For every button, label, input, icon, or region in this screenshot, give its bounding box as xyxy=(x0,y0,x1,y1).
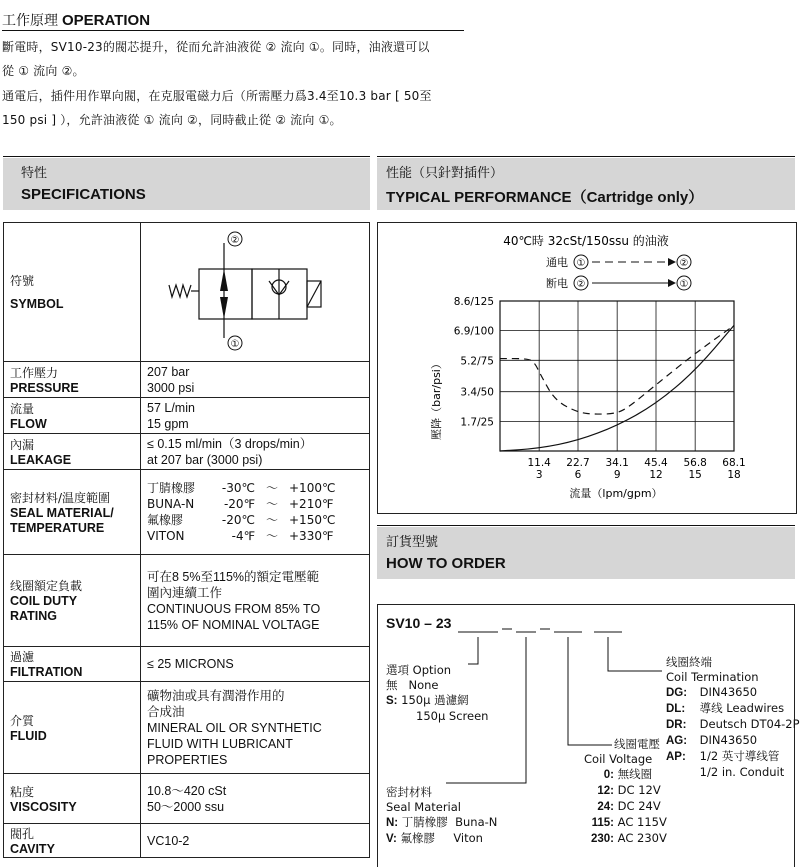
option-title-en: Option xyxy=(412,663,452,677)
performance-chart-box xyxy=(377,222,797,514)
pressure-bar: 207 bar xyxy=(147,364,190,379)
valve-symbol xyxy=(141,223,369,358)
x-tick-label-gpm: 12 xyxy=(649,469,663,481)
flow-label-en: FLOW xyxy=(10,416,47,431)
option-none-cn: 無 xyxy=(386,678,398,692)
valve-envelope-left xyxy=(199,269,252,319)
option-s-en: 150μ Screen xyxy=(416,709,489,723)
operation-title xyxy=(2,10,150,30)
option-s-code: S: xyxy=(386,695,398,707)
pressure-psi: 3000 psi xyxy=(147,380,195,395)
x-tick-label-gpm: 15 xyxy=(688,469,702,481)
chart-ylabel: 壓降（bar/psi） xyxy=(430,358,443,440)
x-tick-label: 22.7 xyxy=(566,457,590,469)
leakage-value-2: at 207 bar (3000 psi) xyxy=(147,452,263,467)
coil-voltage-title-cn: 线圈電壓 xyxy=(614,737,660,751)
flow-gpm: 15 gpm xyxy=(147,416,189,431)
port-1-label: ① xyxy=(230,339,240,350)
seal-row: 氟橡膠 -20℃ ～ +150℃ xyxy=(147,513,336,527)
coil-voltage-item: 12: DC 12V xyxy=(597,783,661,797)
legend-on-to: ② xyxy=(679,258,689,269)
x-tick-label: 56.8 xyxy=(683,457,707,469)
seal-title-cn: 密封材料 xyxy=(386,785,432,799)
chart-xlabel: 流量（lpm/gpm） xyxy=(569,487,663,500)
seal-title-en: Seal Material xyxy=(386,800,461,814)
viscosity-cst: 10.8～420 cSt xyxy=(147,783,227,798)
seal-row: VITON -4℉ ～ +330℉ xyxy=(147,529,334,543)
leakage-label-cn: 內漏 xyxy=(10,437,35,452)
spec-row-symbol xyxy=(4,223,370,362)
coil-termination-item: DG: DIN43650 xyxy=(666,685,758,699)
fluid-value-1: 礦物油或具有潤滑作用的 xyxy=(147,688,285,703)
fluid-value-4: FLUID WITH LUBRICANT xyxy=(147,736,293,751)
seal-label-cn: 密封材料/温度範圍 xyxy=(10,490,111,505)
flow-label-cn: 流量 xyxy=(10,401,35,416)
cavity-label-en: CAVITY xyxy=(10,841,55,856)
spec-row-fluid xyxy=(4,682,370,774)
spring-icon xyxy=(169,285,191,297)
coil-value-4: 115% OF NOMINAL VOLTAGE xyxy=(147,617,320,632)
leakage-value-1: ≤ 0.15 ml/min（3 drops/min） xyxy=(147,436,313,451)
fluid-value-3: MINERAL OIL OR SYNTHETIC xyxy=(147,720,322,735)
fluid-value-2: 合成油 xyxy=(147,704,185,719)
spec-header-rule xyxy=(3,156,370,157)
flow-arrow-up-icon xyxy=(220,269,228,291)
seal-item: N: 丁腈橡膠 Buna-N xyxy=(386,815,498,829)
seal-row: 丁腈橡膠 -30℃ ～ +100℃ xyxy=(147,481,336,495)
spec-header-cn: 特性 xyxy=(21,166,48,181)
y-tick-label: 8.6/125 xyxy=(453,296,494,308)
filtration-label-en: FILTRATION xyxy=(10,665,83,679)
performance-chart xyxy=(378,223,796,513)
order-header xyxy=(377,527,795,579)
coil-value-1: 可在8 5%至115%的額定電壓範 xyxy=(147,569,320,584)
spec-row-viscosity xyxy=(4,774,370,824)
chart-title: 40℃時 32cSt/150ssu 的油液 xyxy=(503,234,669,248)
viscosity-label-en: VISCOSITY xyxy=(10,799,77,814)
spec-row-filtration xyxy=(4,647,370,682)
legend-arrow-icon xyxy=(668,258,676,266)
leakage-label-en: LEAKAGE xyxy=(10,452,72,467)
order-header-cn: 訂貨型號 xyxy=(386,535,439,550)
perf-header xyxy=(377,158,795,210)
viscosity-label-cn: 粘度 xyxy=(10,784,35,799)
cavity-label-cn: 閥孔 xyxy=(10,826,35,841)
x-tick-label-gpm: 9 xyxy=(613,469,621,481)
symbol-label-en: SYMBOL xyxy=(10,297,64,311)
operation-line-3: 通電后，插件用作單向閥，在克服電磁力后（所需壓力爲3.4至10.3 bar [ 50至 xyxy=(2,89,432,103)
coil-label-en-2: RATING xyxy=(10,609,57,623)
perf-header-cn: 性能（只針對插件） xyxy=(386,166,504,181)
perf-header-rule xyxy=(377,156,795,157)
coil-label-en-1: COIL DUTY xyxy=(10,594,78,608)
legend-label-on: 通电 xyxy=(546,256,568,269)
symbol-cell xyxy=(141,223,370,362)
seal-label-en-1: SEAL MATERIAL/ xyxy=(10,505,114,520)
seal-item: V: 氟橡膠 Viton xyxy=(386,831,483,845)
coil-voltage-item: 115: AC 115V xyxy=(591,815,667,829)
spec-row-seal xyxy=(4,470,370,555)
coil-voltage-item: 230: AC 230V xyxy=(590,831,667,845)
operation-line-4: 150 psi ] ），允許油液從 ① 流向 ②，同時截止從 ② 流向 ①。 xyxy=(2,113,342,127)
coil-termination-item: DL: 導线 Leadwires xyxy=(666,701,785,715)
x-tick-label: 34.1 xyxy=(605,457,629,469)
pressure-label-cn: 工作壓力 xyxy=(10,365,59,380)
coil-termination-title-cn: 线圈終端 xyxy=(666,655,712,669)
coil-value-2: 圍內連續工作 xyxy=(147,585,223,600)
x-tick-label: 11.4 xyxy=(527,457,551,469)
filtration-value: ≤ 25 MICRONS xyxy=(147,657,234,671)
flow-lmin: 57 L/min xyxy=(147,400,195,415)
option-s-cn: 150μ 過濾網 xyxy=(401,693,469,707)
coil-value-3: CONTINUOUS FROM 85% TO xyxy=(147,601,321,616)
option-block xyxy=(386,663,488,724)
option-title-cn: 選項 xyxy=(386,663,409,677)
coil-termination-block xyxy=(666,655,800,780)
coil-termination-item: AP: 1/2 英寸導线管 xyxy=(666,749,780,763)
legend-off-from: ② xyxy=(576,279,586,290)
x-tick-label: 45.4 xyxy=(644,457,668,469)
operation-title-en: OPERATION xyxy=(62,12,151,29)
fluid-label-en: FLUID xyxy=(10,728,47,743)
order-header-rule xyxy=(377,525,795,526)
cavity-value: VC10-2 xyxy=(147,833,190,848)
spec-row-pressure xyxy=(4,362,370,398)
y-tick-label: 5.2/75 xyxy=(460,355,494,368)
spec-row-coil xyxy=(4,555,370,647)
seal-values xyxy=(141,470,370,555)
coil-termination-item: 1/2 in. Conduit xyxy=(699,765,785,779)
spec-header-en: SPECIFICATIONS xyxy=(21,186,146,203)
x-tick-label-gpm: 18 xyxy=(727,469,741,481)
spec-row-leakage xyxy=(4,434,370,470)
y-tick-label: 6.9/100 xyxy=(453,325,494,338)
spec-table xyxy=(3,222,370,858)
order-box xyxy=(377,604,800,867)
pressure-label-en: PRESSURE xyxy=(10,380,79,395)
symbol-label xyxy=(4,223,141,362)
fluid-label-cn: 介質 xyxy=(10,713,35,728)
seal-block xyxy=(386,785,497,847)
spec-row-flow xyxy=(4,398,370,434)
legend-on-from: ① xyxy=(576,258,586,269)
order-code: SV10 – 23 xyxy=(386,615,452,631)
option-none-en: None xyxy=(408,678,439,692)
coil-voltage-title-en: Coil Voltage xyxy=(584,752,653,766)
coil-termination-title-en: Coil Termination xyxy=(666,670,759,684)
x-tick-label: 68.1 xyxy=(722,457,746,469)
y-tick-label: 1.7/25 xyxy=(460,416,494,429)
x-tick-label-gpm: 3 xyxy=(535,469,543,481)
flow-arrow-down-icon xyxy=(220,297,228,319)
filtration-label-cn: 過濾 xyxy=(10,650,35,664)
coil-termination-item: AG: DIN43650 xyxy=(666,733,758,747)
coil-label-cn: 线圈額定負載 xyxy=(10,579,83,593)
operation-title-cn: 工作原理 xyxy=(2,13,58,29)
y-tick-label: 3.4/50 xyxy=(460,386,494,399)
coil-termination-item: DR: Deutsch DT04-2P xyxy=(666,717,800,731)
coil-voltage-item: 24: DC 24V xyxy=(597,799,661,813)
spec-header xyxy=(3,158,370,210)
order-header-en: HOW TO ORDER xyxy=(386,555,506,572)
fluid-value-5: PROPERTIES xyxy=(147,752,228,767)
viscosity-ssu: 50～2000 ssu xyxy=(147,799,225,814)
symbol-label-cn: 符號 xyxy=(10,274,35,288)
coil-voltage-block xyxy=(584,737,667,847)
legend-off-to: ① xyxy=(679,279,689,290)
operation-line-2: 從 ① 流向 ②。 xyxy=(2,64,85,78)
spec-row-cavity xyxy=(4,824,370,858)
operation-rule xyxy=(2,30,464,31)
seal-label-en-2: TEMPERATURE xyxy=(10,520,105,535)
coil-voltage-item: 0: 無线圈 xyxy=(603,767,653,781)
solenoid-diagonal xyxy=(307,281,321,307)
legend-arrow-icon xyxy=(668,279,676,287)
perf-header-en: TYPICAL PERFORMANCE（Cartridge only） xyxy=(386,189,704,206)
seal-row: BUNA-N -20℉ ～ +210℉ xyxy=(147,497,334,511)
operation-line-1: 斷電時，SV10-23的閥芯提升，從而允許油液從 ② 流向 ①。同時，油液還可以 xyxy=(2,40,430,54)
port-2-label: ② xyxy=(230,235,240,246)
x-tick-label-gpm: 6 xyxy=(574,469,582,481)
legend-label-off: 断电 xyxy=(546,277,568,290)
